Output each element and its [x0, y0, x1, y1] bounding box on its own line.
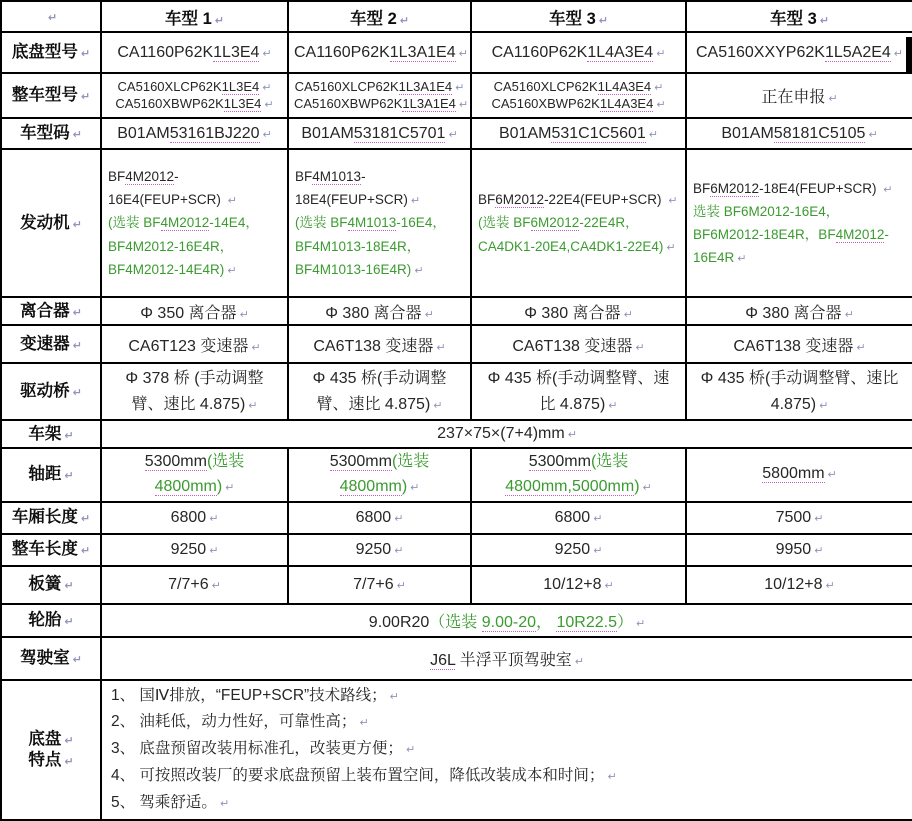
- paragraph-mark: ↵: [396, 578, 406, 592]
- paragraph-mark: ↵: [410, 480, 420, 494]
- row-label-cab: 驾驶室 ↵: [1, 637, 101, 680]
- cell-model-code-4: B01AM58181C5105 ↵: [686, 118, 912, 149]
- paragraph-mark: ↵: [264, 97, 274, 111]
- table-row-model-code: [1, 118, 912, 149]
- paragraph-mark: ↵: [399, 13, 409, 27]
- paragraph-mark: ↵: [72, 305, 82, 319]
- paragraph-mark: ↵: [209, 543, 219, 557]
- cell-leaf-spring-4: 10/12+8 ↵: [686, 566, 912, 604]
- cell-overall-length-3: 9250 ↵: [471, 534, 686, 566]
- table-row-vehicle-model: [1, 73, 912, 118]
- paragraph-mark: ↵: [656, 46, 666, 60]
- paragraph-mark: ↵: [648, 127, 658, 141]
- paragraph-mark: ↵: [227, 194, 237, 208]
- paragraph-mark: ↵: [72, 338, 82, 352]
- paragraph-mark: ↵: [574, 654, 584, 668]
- paragraph-mark: ↵: [607, 770, 617, 784]
- cell-model-code-3: B01AM531C1C5601 ↵: [471, 118, 686, 149]
- paragraph-mark: ↵: [604, 578, 614, 592]
- paragraph-mark: ↵: [827, 468, 837, 482]
- paragraph-mark: ↵: [239, 307, 249, 321]
- column-header: 车型 1 ↵: [101, 1, 288, 32]
- cell-drive-axle-3: Φ 435 桥(手动调整臂、速比 4.875) ↵: [471, 363, 686, 420]
- paragraph-mark: ↵: [214, 13, 224, 27]
- cell-leaf-spring-1: 7/7+6 ↵: [101, 566, 288, 604]
- table-row-cargo-length: [1, 502, 912, 534]
- cell-cargo-length-4: 7500 ↵: [686, 502, 912, 534]
- paragraph-mark: ↵: [394, 543, 404, 557]
- paragraph-mark: ↵: [64, 754, 74, 768]
- row-label-clutch: 离合器 ↵: [1, 297, 101, 325]
- column-header: 车型 2 ↵: [288, 1, 471, 32]
- paragraph-mark: ↵: [868, 127, 878, 141]
- cell-engine-1: BF4M2012-16E4(FEUP+SCR) ↵ (选装 BF4M2012-14E4，BF4M2012-16E4R，BF4M2012-14E4R) ↵: [101, 149, 288, 297]
- paragraph-mark: ↵: [211, 578, 221, 592]
- right-edge-selection-artifact: [906, 37, 912, 73]
- paragraph-mark: ↵: [593, 511, 603, 525]
- cell-wheelbase-1: 5300mm(选装 4800mm) ↵: [101, 448, 288, 502]
- table-row-frame: [1, 420, 912, 448]
- cell-drive-axle-1: Φ 378 桥 (手动调整臂、速比 4.875) ↵: [101, 363, 288, 420]
- paragraph-mark: ↵: [656, 97, 666, 111]
- cell-leaf-spring-2: 7/7+6 ↵: [288, 566, 471, 604]
- paragraph-mark: ↵: [814, 543, 824, 557]
- row-label-cargo-length: 车厢长度 ↵: [1, 502, 101, 534]
- cell-wheelbase-4: 5800mm ↵: [686, 448, 912, 502]
- table-row-gearbox: [1, 325, 912, 363]
- row-label-wheelbase: 轴距 ↵: [1, 448, 101, 502]
- paragraph-mark: ↵: [825, 578, 835, 592]
- paragraph-mark: ↵: [414, 263, 424, 277]
- paragraph-mark: ↵: [883, 182, 893, 196]
- row-label-drive-axle: 驱动桥 ↵: [1, 363, 101, 420]
- paragraph-mark: ↵: [262, 127, 272, 141]
- paragraph-mark: ↵: [80, 512, 91, 526]
- cell-vehicle-model-2: CA5160XLCP62K1L3A1E4 ↵ CA5160XBWP62K1L3A1E4 ↵: [288, 73, 471, 118]
- paragraph-mark: ↵: [262, 46, 272, 60]
- paragraph-mark: ↵: [227, 263, 237, 277]
- row-label-vehicle-model: 整车型号 ↵: [1, 73, 101, 118]
- row-label-gearbox: 变速器 ↵: [1, 325, 101, 363]
- paragraph-mark: ↵: [225, 480, 235, 494]
- paragraph-mark: ↵: [262, 80, 272, 94]
- paragraph-mark: ↵: [209, 511, 219, 525]
- paragraph-mark: ↵: [72, 217, 82, 231]
- paragraph-mark: ↵: [80, 47, 91, 61]
- paragraph-mark: ↵: [666, 240, 676, 254]
- paragraph-mark: ↵: [844, 307, 854, 321]
- paragraph-mark: ↵: [72, 128, 82, 142]
- cell-drive-axle-2: Φ 435 桥(手动调整臂、速比 4.875) ↵: [288, 363, 471, 420]
- table-row-chassis-model: [1, 32, 912, 73]
- cell-vehicle-model-3: CA5160XLCP62K1L4A3E4 ↵ CA5160XBWP62K1L4A3E4 ↵: [471, 73, 686, 118]
- paragraph-mark: ↵: [828, 92, 838, 105]
- cell-overall-length-1: 9250 ↵: [101, 534, 288, 566]
- row-label-overall-length: 整车长度 ↵: [1, 534, 101, 566]
- cell-clutch-3: Φ 380 离合器 ↵: [471, 297, 686, 325]
- paragraph-mark: ↵: [424, 307, 434, 321]
- paragraph-mark: ↵: [635, 616, 646, 630]
- table-row-clutch: [1, 297, 912, 325]
- cell-engine-3: BF6M2012-22E4(FEUP+SCR) ↵ (选装 BF6M2012-22E4R，CA4DK1-20E4,CA4DK1-22E4) ↵: [471, 149, 686, 297]
- cell-gearbox-2: CA6T138 变速器 ↵: [288, 325, 471, 363]
- paragraph-mark: ↵: [814, 511, 824, 525]
- cell-chassis-model-2: CA1160P62K1L3A1E4 ↵: [288, 32, 471, 73]
- row-label-frame: 车架 ↵: [1, 420, 101, 448]
- paragraph-mark: ↵: [567, 428, 577, 441]
- paragraph-mark: ↵: [819, 398, 829, 412]
- table-row-overall-length: [1, 534, 912, 566]
- paragraph-mark: ↵: [737, 252, 747, 266]
- cell-wheelbase-2: 5300mm(选装 4800mm) ↵: [288, 448, 471, 502]
- cell-clutch-1: Φ 350 离合器 ↵: [101, 297, 288, 325]
- paragraph-mark: ↵: [405, 743, 416, 757]
- table-row-leaf-spring: [1, 566, 912, 604]
- paragraph-mark: ↵: [389, 689, 399, 703]
- paragraph-mark: ↵: [64, 469, 74, 483]
- row-label-tire: 轮胎 ↵: [1, 604, 101, 637]
- paragraph-mark: ↵: [458, 46, 468, 60]
- cell-tire-1: 9.00R20（选装 9.00-20， 10R22.5） ↵: [101, 604, 912, 637]
- paragraph-mark: ↵: [359, 716, 369, 730]
- paragraph-mark: ↵: [251, 340, 261, 354]
- table-row-cab: [1, 637, 912, 680]
- row-label-features: 底盘 ↵ 特点 ↵: [1, 680, 101, 820]
- paragraph-mark: ↵: [64, 734, 74, 747]
- cell-drive-axle-4: Φ 435 桥(手动调整臂、速比 4.875) ↵: [686, 363, 912, 420]
- table-row-engine: [1, 149, 912, 297]
- paragraph-mark: ↵: [64, 614, 74, 628]
- cell-model-code-2: B01AM53181C5701 ↵: [288, 118, 471, 149]
- cell-cargo-length-3: 6800 ↵: [471, 502, 686, 534]
- cell-vehicle-model-1: CA5160XLCP62K1L3E4 ↵ CA5160XBWP62K1L3E4 ↵: [101, 73, 288, 118]
- paragraph-mark: ↵: [654, 80, 664, 94]
- paragraph-mark: ↵: [608, 398, 618, 412]
- paragraph-mark: ↵: [47, 11, 58, 24]
- table-row-features: [1, 680, 912, 820]
- paragraph-mark: ↵: [394, 511, 404, 525]
- paragraph-mark: ↵: [80, 90, 91, 104]
- paragraph-mark: ↵: [436, 340, 446, 354]
- paragraph-mark: ↵: [64, 428, 74, 442]
- cell-gearbox-3: CA6T138 变速器 ↵: [471, 325, 686, 363]
- cell-gearbox-4: CA6T138 变速器 ↵: [686, 325, 912, 363]
- row-label-leaf-spring: 板簧 ↵: [1, 566, 101, 604]
- cell-model-code-1: B01AM53161BJ220 ↵: [101, 118, 288, 149]
- row-label-engine: 发动机 ↵: [1, 149, 101, 297]
- paragraph-mark: ↵: [64, 579, 74, 593]
- paragraph-mark: ↵: [458, 97, 469, 111]
- cell-cab-1: J6L 半浮平顶驾驶室 ↵: [101, 637, 912, 680]
- paragraph-mark: ↵: [598, 13, 608, 27]
- cell-overall-length-2: 9250 ↵: [288, 534, 471, 566]
- cell-engine-2: BF4M1013-18E4(FEUP+SCR) ↵ (选装 BF4M1013-16E4，BF4M1013-18E4R，BF4M1013-16E4R) ↵: [288, 149, 471, 297]
- cell-leaf-spring-3: 10/12+8 ↵: [471, 566, 686, 604]
- cell-wheelbase-3: 5300mm(选装 4800mm,5000mm) ↵: [471, 448, 686, 502]
- cell-engine-4: BF6M2012-18E4(FEUP+SCR) ↵ 选装 BF6M2012-16E4，BF6M2012-18E4R，BF4M2012-16E4R ↵: [686, 149, 912, 297]
- paragraph-mark: ↵: [448, 127, 458, 141]
- corner-header: [1, 1, 101, 32]
- cell-frame-1: 237×75×(7+4)mm ↵: [101, 420, 912, 448]
- paragraph-mark: ↵: [856, 340, 866, 354]
- paragraph-mark: ↵: [410, 194, 421, 208]
- paragraph-mark: ↵: [72, 386, 82, 400]
- cell-gearbox-1: CA6T123 变速器 ↵: [101, 325, 288, 363]
- cell-chassis-model-1: CA1160P62K1L3E4 ↵: [101, 32, 288, 73]
- table-row-wheelbase: [1, 448, 912, 502]
- paragraph-mark: ↵: [248, 398, 258, 412]
- paragraph-mark: ↵: [80, 544, 91, 558]
- paragraph-mark: ↵: [819, 13, 829, 27]
- column-header: 车型 3 ↵: [471, 1, 686, 32]
- paragraph-mark: ↵: [623, 307, 633, 321]
- paragraph-mark: ↵: [593, 543, 603, 557]
- paragraph-mark: ↵: [219, 796, 230, 810]
- paragraph-mark: ↵: [72, 652, 82, 666]
- paragraph-mark: ↵: [893, 46, 904, 60]
- cell-vehicle-model-4: 正在申报 ↵: [686, 73, 912, 118]
- paragraph-mark: ↵: [635, 340, 645, 354]
- cell-clutch-2: Φ 380 离合器 ↵: [288, 297, 471, 325]
- row-label-chassis-model: 底盘型号 ↵: [1, 32, 101, 73]
- cell-features-1: 1、 国Ⅳ排放，“FEUP+SCR”技术路线； ↵ 2、 油耗低，动力性好，可靠性高； ↵ 3、 底盘预留改装用标准孔，改装更方便； ↵ 4、 可按照改装厂的要求底盘预留上装布置空间，降低改装成本和时间； ↵ 5、 驾乘舒适。 ↵: [101, 680, 912, 820]
- column-header: 车型 3 ↵: [686, 1, 912, 32]
- table-row-drive-axle: [1, 363, 912, 420]
- cell-chassis-model-3: CA1160P62K1L4A3E4 ↵: [471, 32, 686, 73]
- paragraph-mark: ↵: [668, 194, 678, 208]
- cell-clutch-4: Φ 380 离合器 ↵: [686, 297, 912, 325]
- cell-cargo-length-2: 6800 ↵: [288, 502, 471, 534]
- row-label-model-code: 车型码 ↵: [1, 118, 101, 149]
- paragraph-mark: ↵: [455, 80, 465, 94]
- cell-chassis-model-4: CA5160XXYP62K1L5A2E4 ↵: [686, 32, 912, 73]
- paragraph-mark: ↵: [642, 480, 652, 494]
- cell-cargo-length-1: 6800 ↵: [101, 502, 288, 534]
- paragraph-mark: ↵: [433, 398, 443, 412]
- table-row-tire: [1, 604, 912, 637]
- cell-overall-length-4: 9950 ↵: [686, 534, 912, 566]
